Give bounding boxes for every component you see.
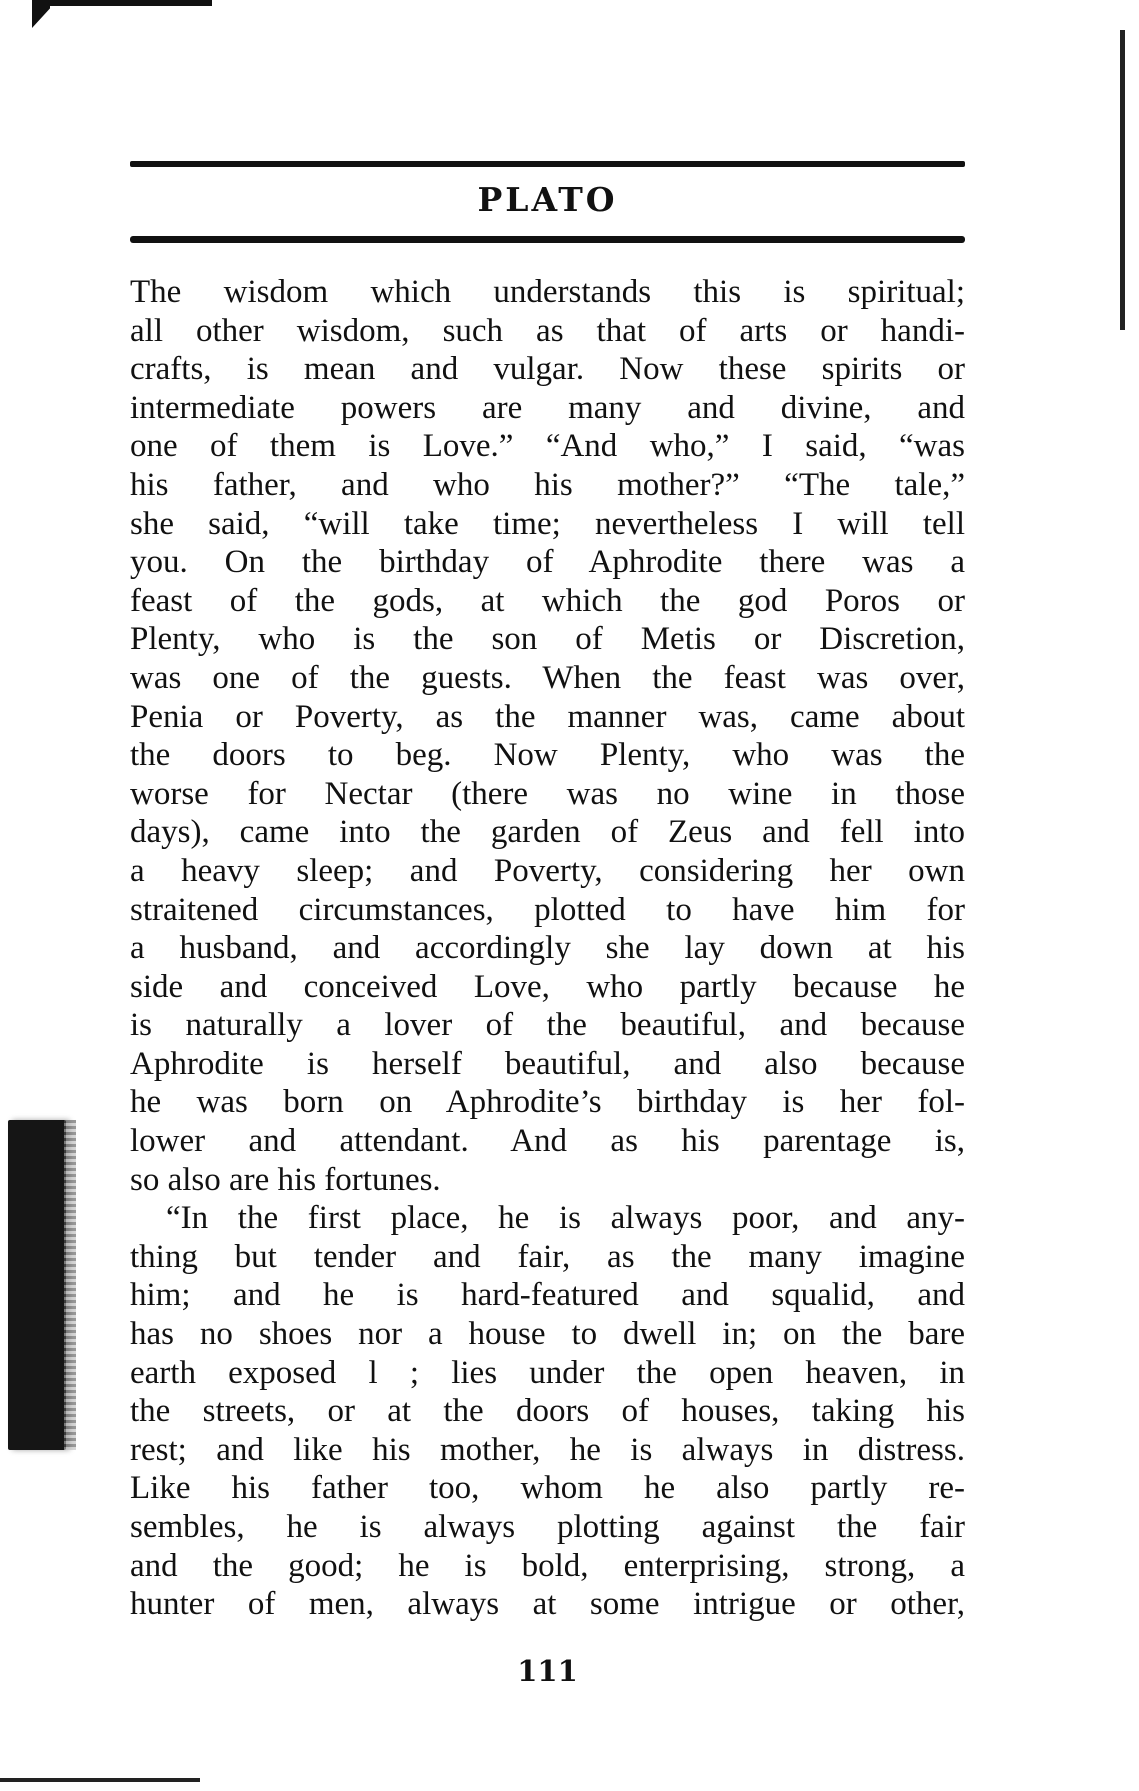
text-line: him; and he is hard-featured and squalid, and bbox=[130, 1277, 965, 1314]
text-line: thing but tender and fair, as the many imagine bbox=[130, 1238, 965, 1275]
text-line: The wisdom which understands this is spiritual; bbox=[130, 274, 965, 310]
text-line: straitened circumstances, plotted to have him for bbox=[130, 891, 965, 928]
text-line: rest; and like his mother, he is always in distress. bbox=[130, 1431, 965, 1468]
text-line: a husband, and accordingly she lay down at his bbox=[130, 930, 965, 967]
page-number: 111 bbox=[517, 1654, 578, 1688]
text-line: and the good; he is bold, enterprising, strong, a bbox=[130, 1547, 965, 1584]
text-line: days), came into the garden of Zeus and fell into bbox=[130, 814, 965, 851]
text-line: she said, “will take time; nevertheless I will tell bbox=[130, 505, 965, 542]
text-line: sembles, he is always plotting against the fair bbox=[130, 1509, 965, 1545]
text-line: earth exposed l ; lies under the open heaven, in bbox=[130, 1354, 965, 1391]
text-line: hunter of men, always at some intrigue or other, bbox=[130, 1586, 965, 1623]
text-line: the doors to beg. Now Plenty, who was the bbox=[130, 737, 965, 774]
scan-edge-line bbox=[1120, 30, 1125, 330]
text-line: lower and attendant. And as his parentage is, bbox=[130, 1123, 965, 1160]
header-rule-top bbox=[130, 161, 965, 167]
scan-binding-shadow bbox=[8, 1120, 66, 1450]
scan-corner-mark bbox=[32, 0, 212, 28]
text-line: Plenty, who is the son of Metis or Discretion, bbox=[130, 621, 965, 658]
header-rule-bottom bbox=[130, 236, 965, 243]
text-line: he was born on Aphrodite’s birthday is her fol- bbox=[130, 1084, 965, 1121]
text-line: the streets, or at the doors of houses, taking his bbox=[130, 1393, 965, 1430]
text-line: crafts, is mean and vulgar. Now these spirits or bbox=[130, 351, 965, 388]
text-line: Like his father too, whom he also partly re- bbox=[130, 1470, 965, 1507]
text-line: all other wisdom, such as that of arts or handi- bbox=[130, 312, 965, 349]
text-line: so also are his fortunes. bbox=[130, 1161, 441, 1198]
text-line: is naturally a lover of the beautiful, and because bbox=[130, 1007, 965, 1044]
text-line: intermediate powers are many and divine, and bbox=[130, 389, 965, 426]
running-title: PLATO bbox=[477, 180, 618, 219]
text-line: Aphrodite is herself beautiful, and also because bbox=[130, 1045, 965, 1082]
text-line: was one of the guests. When the feast was over, bbox=[130, 659, 965, 696]
text-line: you. On the birthday of Aphrodite there was a bbox=[130, 544, 965, 581]
scan-bottom-line bbox=[0, 1778, 200, 1782]
text-line: “In the first place, he is always poor, and any- bbox=[166, 1200, 965, 1237]
text-line: worse for Nectar (there was no wine in those bbox=[130, 775, 965, 812]
text-line: feast of the gods, at which the god Poros or bbox=[130, 582, 965, 619]
text-line: one of them is Love.” “And who,” I said, “was bbox=[130, 428, 965, 465]
text-line: Penia or Poverty, as the manner was, came about bbox=[130, 698, 965, 735]
body-text bbox=[130, 273, 965, 1624]
text-line: a heavy sleep; and Poverty, considering her own bbox=[130, 852, 965, 889]
text-line: has no shoes nor a house to dwell in; on the bare bbox=[130, 1316, 965, 1353]
text-line: side and conceived Love, who partly because he bbox=[130, 968, 965, 1005]
text-line: his father, and who his mother?” “The tale,” bbox=[130, 466, 965, 503]
